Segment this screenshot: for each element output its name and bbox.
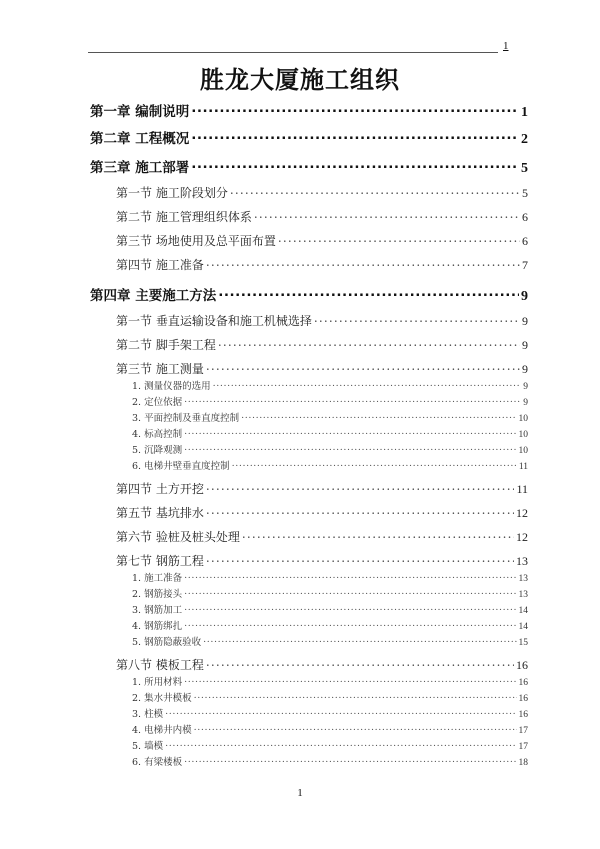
toc-entry-label: 第一节 垂直运输设备和施工机械选择: [116, 314, 312, 328]
toc-entry-page-number: 14: [518, 622, 528, 632]
toc-entry-page-number: 6: [522, 210, 528, 224]
toc-leader-dots: [184, 572, 516, 582]
toc-leader-dots: [184, 444, 516, 454]
toc-entry-level-3[interactable]: [132, 586, 528, 600]
toc-leader-dots: [165, 740, 516, 750]
toc-entry-label: 2. 集水井模板: [132, 693, 192, 704]
toc-entry-label: 2. 定位依据: [132, 397, 183, 408]
toc-entry-level-2[interactable]: [116, 232, 528, 249]
toc-entry-label: 4. 电梯井内模: [132, 725, 192, 736]
toc-leader-dots: [191, 130, 519, 144]
toc-leader-dots: [206, 553, 514, 565]
toc-entry-level-3[interactable]: [132, 458, 528, 472]
toc-leader-dots: [191, 103, 519, 117]
toc-entry-label: 6. 电梯井壁垂直度控制: [132, 461, 230, 472]
toc-entry-page-number: 9: [522, 338, 528, 352]
header-rule: [88, 52, 498, 53]
toc-entry-level-3[interactable]: [132, 394, 528, 408]
toc-entry-label: 5. 墙模: [132, 741, 164, 752]
toc-leader-dots: [206, 257, 520, 269]
toc-entry-level-2[interactable]: [116, 528, 528, 545]
toc-entry-level-3[interactable]: [132, 722, 528, 736]
toc-leader-dots: [184, 428, 516, 438]
toc-entry-label: 第三节 场地使用及总平面布置: [116, 234, 276, 248]
toc-entry-page-number: 9: [523, 398, 528, 408]
toc-entry-page-number: 16: [518, 710, 528, 720]
toc-entry-page-number: 2: [521, 132, 528, 147]
toc-entry-level-2[interactable]: [116, 504, 528, 521]
toc-leader-dots: [241, 412, 516, 422]
toc-leader-dots: [232, 460, 517, 470]
toc-entry-label: 第三节 施工测量: [116, 362, 204, 376]
toc-entry-label: 第六节 验桩及桩头处理: [116, 530, 240, 544]
toc-leader-dots: [165, 708, 516, 718]
toc-entry-level-3[interactable]: [132, 442, 528, 456]
document-title: 胜龙大厦施工组织: [200, 66, 400, 94]
toc-entry-page-number: 16: [516, 658, 528, 672]
toc-entry-label: 第二节 脚手架工程: [116, 338, 216, 352]
toc-entry-label: 3. 柱模: [132, 709, 164, 720]
toc-entry-page-number: 14: [518, 606, 528, 616]
toc-entry-page-number: 10: [518, 430, 528, 440]
toc-entry-level-2[interactable]: [116, 656, 528, 673]
toc-leader-dots: [191, 159, 519, 173]
toc-entry-page-number: 11: [518, 462, 528, 472]
toc-leader-dots: [194, 692, 517, 702]
toc-entry-page-number: 6: [522, 234, 528, 248]
toc-entry-page-number: 10: [518, 446, 528, 456]
toc-entry-level-3[interactable]: [132, 426, 528, 440]
toc-entry-page-number: 12: [516, 506, 528, 520]
toc-entry-level-3[interactable]: [132, 378, 528, 392]
toc-entry-level-2[interactable]: [116, 552, 528, 569]
toc-entry-label: 第八节 模板工程: [116, 658, 204, 672]
toc-entry-page-number: 17: [518, 742, 528, 752]
toc-leader-dots: [184, 620, 516, 630]
toc-entry-page-number: 13: [516, 554, 528, 568]
toc-entry-page-number: 17: [518, 726, 528, 736]
toc-leader-dots: [206, 657, 514, 669]
toc-leader-dots: [230, 185, 520, 197]
toc-entry-level-3[interactable]: [132, 602, 528, 616]
toc-entry-label: 4. 钢筋绑扎: [132, 621, 183, 632]
toc-entry-page-number: 16: [518, 678, 528, 688]
toc-entry-page-number: 5: [522, 186, 528, 200]
toc-entry-level-3[interactable]: [132, 706, 528, 720]
toc-entry-label: 3. 钢筋加工: [132, 605, 183, 616]
toc-entry-page-number: 15: [518, 638, 528, 648]
toc-entry-level-2[interactable]: [116, 336, 528, 353]
toc-entry-level-2[interactable]: [116, 312, 528, 329]
toc-entry-page-number: 9: [522, 362, 528, 376]
toc-entry-page-number: 16: [518, 694, 528, 704]
toc-entry-label: 第四节 施工准备: [116, 258, 204, 272]
toc-leader-dots: [184, 396, 521, 406]
toc-leader-dots: [203, 636, 516, 646]
toc-entry-page-number: 12: [516, 530, 528, 544]
toc-entry-label: 2. 钢筋接头: [132, 589, 183, 600]
toc-entry-page-number: 13: [518, 574, 528, 584]
toc-entry-label: 1. 施工准备: [132, 573, 183, 584]
toc-entry-label: 5. 沉降观测: [132, 445, 183, 456]
toc-leader-dots: [278, 233, 520, 245]
header-page-number: 1: [503, 40, 509, 52]
toc-entry-level-3[interactable]: [132, 618, 528, 632]
toc-entry-level-1[interactable]: [90, 284, 528, 305]
toc-entry-page-number: 5: [521, 161, 528, 176]
toc-entry-level-3[interactable]: [132, 738, 528, 752]
toc-entry-label: 5. 钢筋隐蔽验收: [132, 637, 202, 648]
toc-leader-dots: [314, 313, 520, 325]
toc-leader-dots: [206, 361, 520, 373]
toc-leader-dots: [242, 529, 514, 541]
toc-entry-label: 第一章 编制说明: [90, 104, 190, 120]
toc-entry-label: 第二节 施工管理组织体系: [116, 210, 252, 224]
toc-leader-dots: [184, 588, 516, 598]
toc-entry-level-3[interactable]: [132, 410, 528, 424]
toc-leader-dots: [184, 604, 516, 614]
toc-entry-label: 第二章 工程概况: [90, 131, 190, 147]
toc-entry-level-3[interactable]: [132, 674, 528, 688]
toc-entry-label: 第五节 基坑排水: [116, 506, 204, 520]
footer-page-number: 1: [297, 787, 303, 799]
toc-entry-page-number: 11: [516, 482, 528, 496]
toc-leader-dots: [206, 505, 514, 517]
toc-entry-label: 第一节 施工阶段划分: [116, 186, 228, 200]
toc-entry-page-number: 18: [518, 758, 528, 768]
toc-leader-dots: [218, 337, 520, 349]
toc-entry-label: 1. 测量仪器的选用: [132, 381, 211, 392]
toc-entry-page-number: 7: [522, 258, 528, 272]
toc-leader-dots: [254, 209, 520, 221]
toc-entry-label: 3. 平面控制及垂直度控制: [132, 413, 240, 424]
toc-entry-level-3[interactable]: [132, 570, 528, 584]
toc-entry-level-2[interactable]: [116, 208, 528, 225]
toc-entry-label: 第四节 土方开挖: [116, 482, 204, 496]
toc-entry-level-1[interactable]: [90, 127, 528, 148]
toc-entry-label: 第四章 主要施工方法: [90, 288, 217, 304]
toc-entry-label: 6. 有梁楼板: [132, 757, 183, 768]
toc-entry-label: 4. 标高控制: [132, 429, 183, 440]
toc-entry-level-2[interactable]: [116, 480, 528, 497]
toc-entry-page-number: 9: [522, 314, 528, 328]
toc-entry-level-2[interactable]: [116, 360, 528, 377]
toc-leader-dots: [184, 676, 516, 686]
toc-entry-label: 第七节 钢筋工程: [116, 554, 204, 568]
toc-leader-dots: [206, 481, 515, 493]
toc-leader-dots: [218, 287, 519, 301]
toc-entry-page-number: 10: [518, 414, 528, 424]
toc-entry-level-1[interactable]: [90, 156, 528, 177]
toc-leader-dots: [213, 380, 522, 390]
toc-leader-dots: [194, 724, 517, 734]
toc-entry-level-3[interactable]: [132, 690, 528, 704]
toc-entry-label: 第三章 施工部署: [90, 160, 190, 176]
toc-entry-level-3[interactable]: [132, 754, 528, 768]
toc-entry-page-number: 1: [521, 105, 528, 120]
toc-entry-level-2[interactable]: [116, 184, 528, 201]
toc-entry-page-number: 9: [521, 289, 528, 304]
toc-leader-dots: [184, 756, 516, 766]
toc-entry-page-number: 13: [518, 590, 528, 600]
toc-entry-level-2[interactable]: [116, 256, 528, 273]
toc-entry-label: 1. 所用材料: [132, 677, 183, 688]
toc-entry-level-1[interactable]: [90, 100, 528, 121]
toc-entry-level-3[interactable]: [132, 634, 528, 648]
toc-entry-page-number: 9: [523, 382, 528, 392]
